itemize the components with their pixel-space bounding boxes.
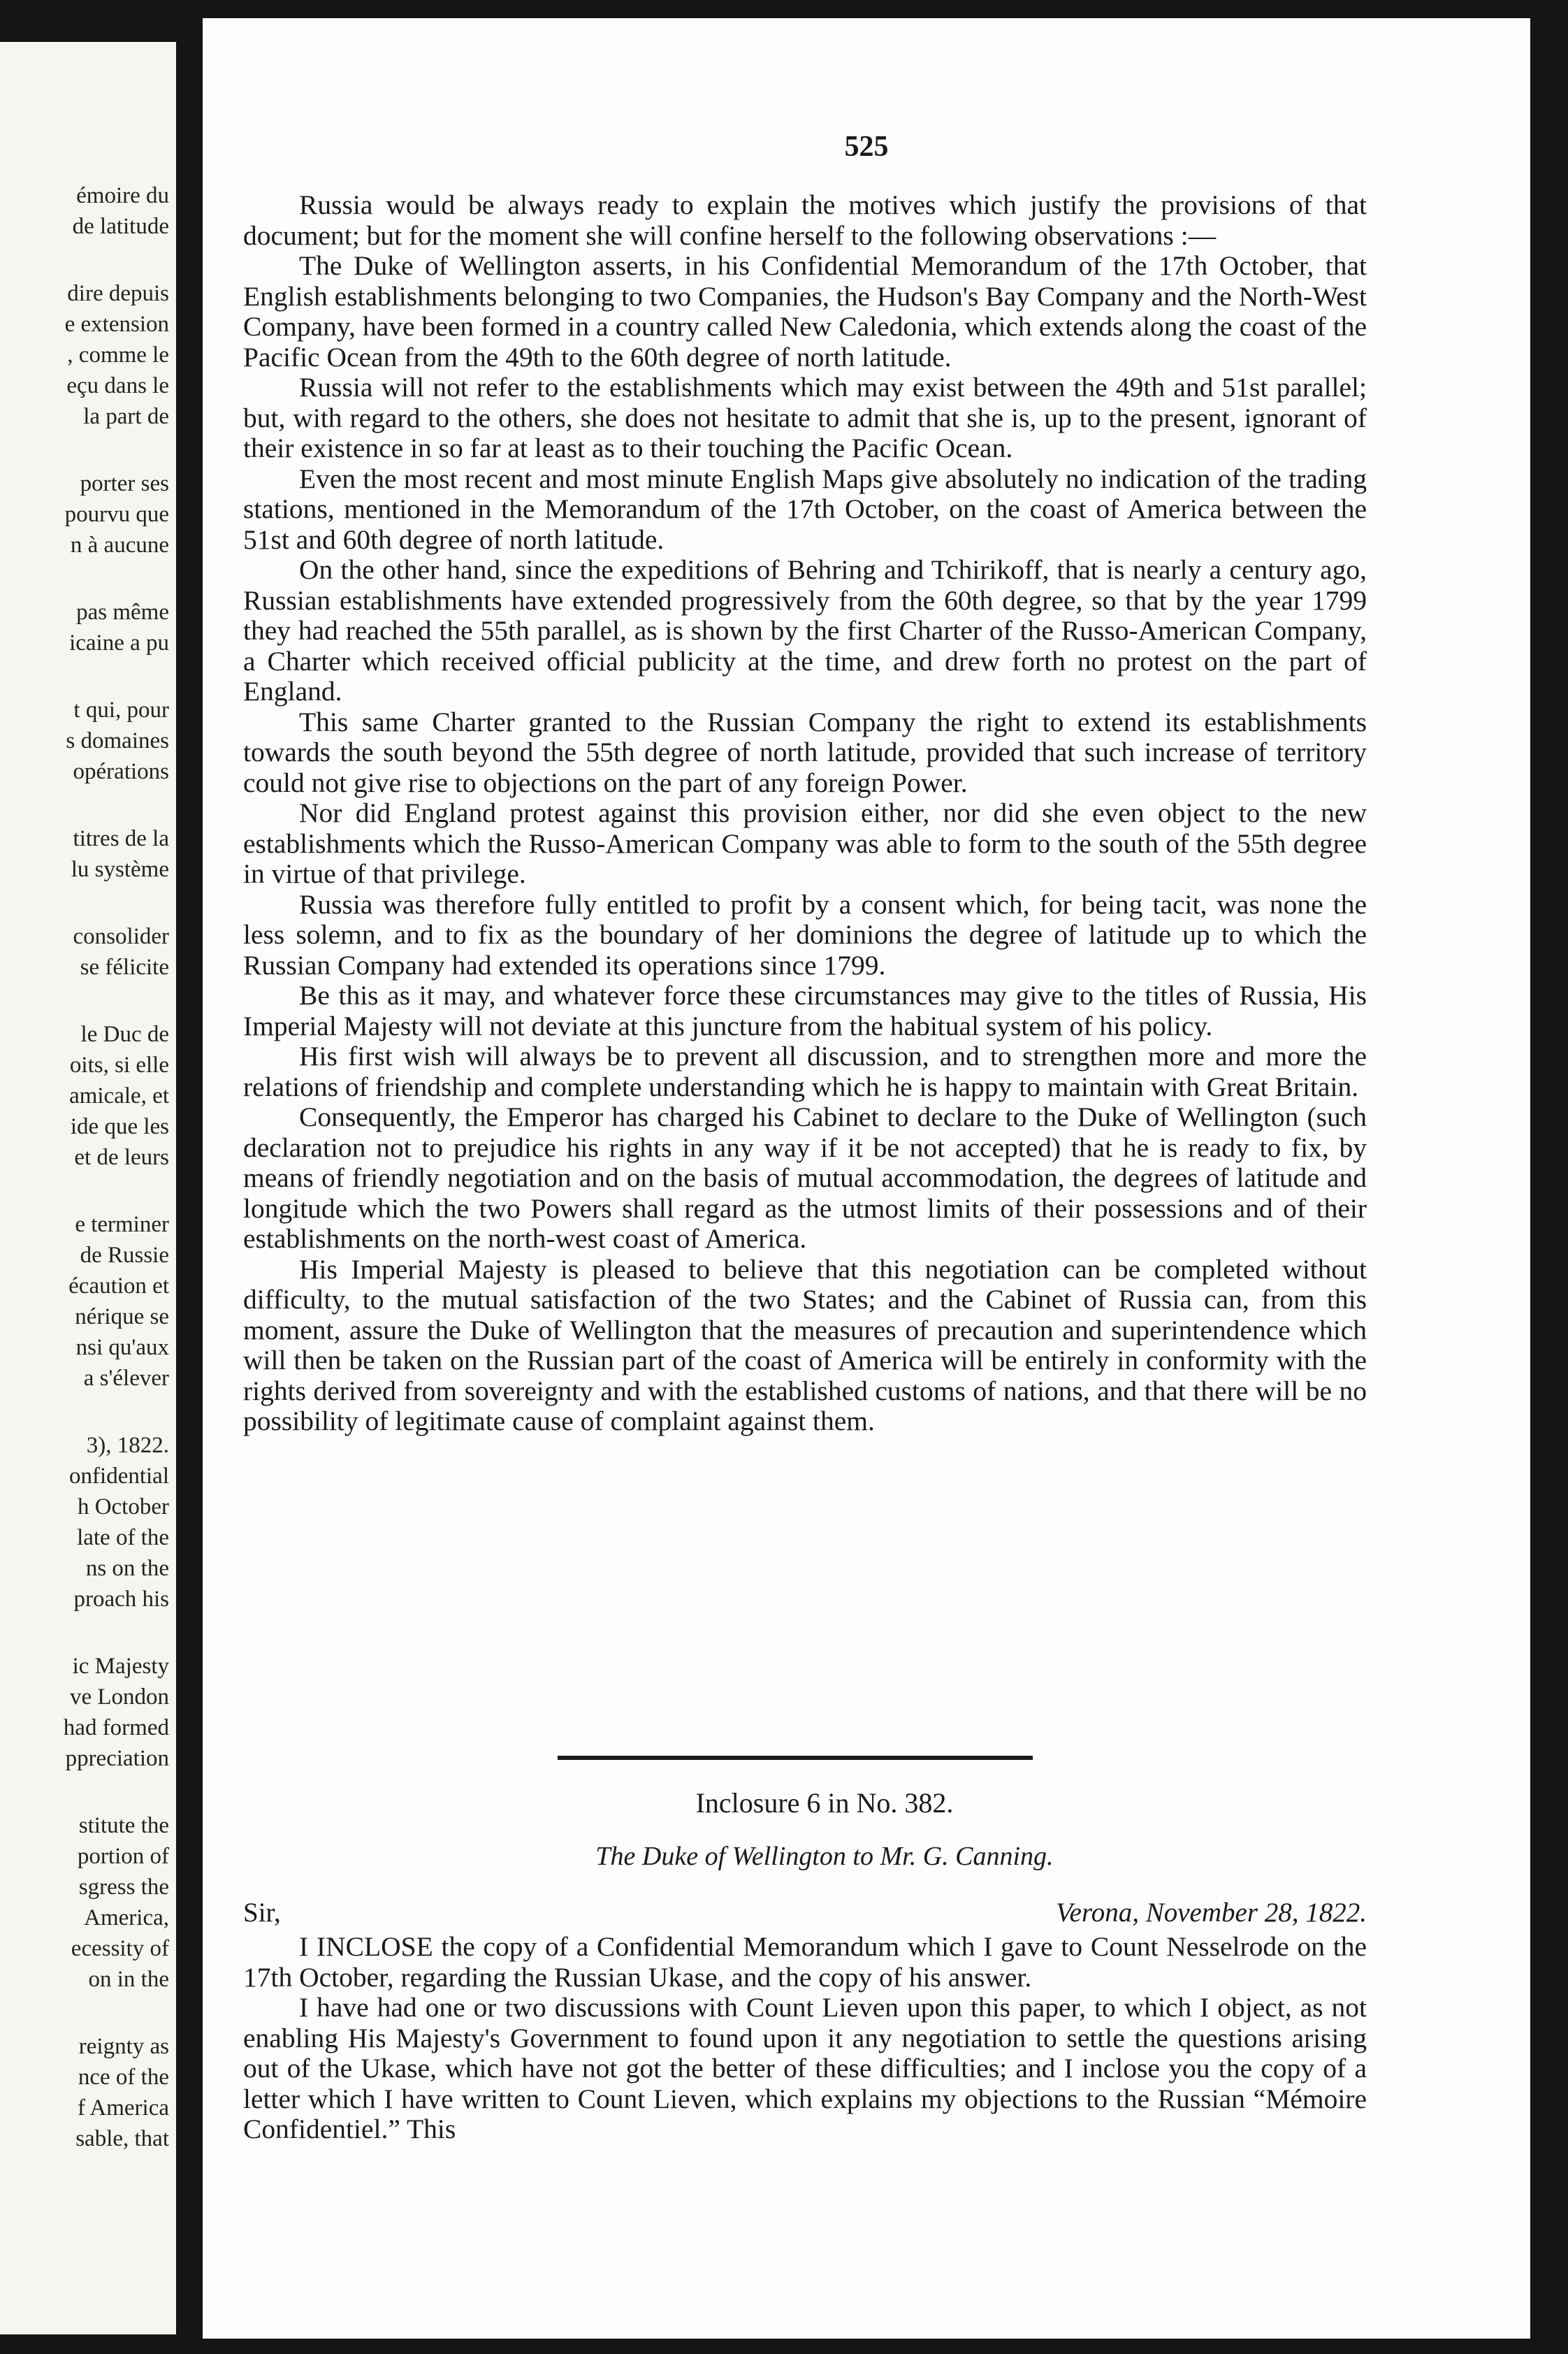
adjacent-page-line: t qui, pour (73, 698, 169, 723)
paragraph: His first wish will always be to prevent all discussion, and to strengthen more and more the relations of friendship and complete understanding which he is happy to maintain with Great Britain. (243, 1041, 1367, 1102)
adjacent-page-line: titres de la (73, 826, 169, 851)
adjacent-page-line: ide que les (70, 1114, 169, 1139)
paragraph: This same Charter granted to the Russian Company the right to extend its establishments towards the south beyond the 55th degree of north latitude, provided that such increase of territory could not give rise to objections on the part of any foreign Power. (243, 706, 1367, 798)
dateline: Verona, November 28, 1822. (1056, 1898, 1367, 1928)
letter-paragraph: I have had one or two discussions with Count Lieven upon this paper, to which I object, as not enabling His Majesty's Government to found upon it any negotiation to settle the questions arising out of the Ukase, which have not got the better of these difficulties; and I inclose you the copy of a letter which I have written to Count Lieven, which explains my objections to the Russian “Mémoire Confidentiel.” This (243, 1992, 1367, 2144)
adjacent-page-line: America, (84, 1905, 169, 1930)
adjacent-page-line: h October (77, 1494, 169, 1519)
adjacent-page-line: émoire du (76, 183, 169, 208)
paragraph: Nor did England protest against this provision either, nor did she even object to the new establishments which the Russo-American Company was able to form to the south of the 55th degree in virtue of that privilege. (243, 797, 1367, 889)
adjacent-page-line: portion of (77, 1844, 169, 1869)
paragraph: Russia will not refer to the establishments which may exist between the 49th and 51st parallel; but, with regard to the others, she does not hesitate to admit that she is, up to the present, ignorant of their existence in so far at least as to their touching the Pacific Ocean. (243, 372, 1367, 463)
section-divider (558, 1756, 1033, 1760)
adjacent-page-line: reignty as (78, 2034, 169, 2059)
adjacent-page-line: e terminer (75, 1212, 169, 1237)
adjacent-page-line: pourvu que (64, 502, 169, 527)
adjacent-page-line: consolider (73, 924, 169, 949)
adjacent-page-line: ppreciation (65, 1746, 169, 1771)
adjacent-page-line: nérique se (75, 1304, 169, 1329)
adjacent-page-line: et de leurs (74, 1145, 169, 1170)
adjacent-page-line: se félicite (80, 955, 169, 980)
paragraph: On the other hand, since the expeditions of Behring and Tchirikoff, that is nearly a century ago, Russian establishments have extended progressively from the 60th degree, so that by the year 1799 they had reached the 55th parallel, as is shown by the first Charter of the Russo-American Company, a Charter which received official publicity at the time, and drew forth no protest on the part of England. (243, 554, 1367, 707)
adjacent-page-line: proach his (73, 1587, 169, 1612)
adjacent-page-line: sable, that (75, 2126, 169, 2151)
paragraph: Russia would be always ready to explain the motives which justify the provisions of that document; but for the moment she will confine herself to the following observations :— (243, 189, 1367, 251)
adjacent-page-line: oits, si elle (69, 1053, 169, 1078)
adjacent-page-line: nsi qu'aux (75, 1335, 169, 1360)
adjacent-page-line: on in the (88, 1967, 169, 1992)
letter-body (243, 1932, 1367, 2145)
adjacent-page-line: f America (77, 2095, 169, 2121)
adjacent-page-line: de latitude (72, 214, 169, 239)
adjacent-page-line: porter ses (80, 471, 169, 496)
paragraph: Russia was therefore fully entitled to profit by a consent which, for being tacit, was none the less solemn, and to fix as the boundary of her dominions the degree of latitude up to which the Russian Company had extended its operations since 1799. (243, 888, 1367, 981)
adjacent-page-line: nce of the (78, 2065, 169, 2090)
paragraph: His Imperial Majesty is pleased to believe that this negotiation can be completed without difficulty, to the mutual satisfaction of the two States; and the Cabinet of Russia can, from this moment, assure the Duke of Wellington that the measures of precaution and superintendence which will then be taken on the Russian part of the coast of America will be entirely in conformity with the rights derived from sovereignty and with the established customs of nations, and that there will be no possibility of legitimate cause of complaint against them. (243, 1253, 1367, 1436)
paragraph: Be this as it may, and whatever force these circumstances may give to the titles of Russia, His Imperial Majesty will not deviate at this juncture from the habitual system of his policy. (243, 980, 1367, 1041)
adjacent-page-line: sgress the (78, 1875, 169, 1900)
adjacent-page-line: ic Majesty (72, 1654, 169, 1679)
adjacent-page-line: n à aucune (70, 533, 169, 558)
adjacent-page-line: stitute the (78, 1813, 169, 1838)
adjacent-page-line: late of the (77, 1525, 169, 1550)
paragraph: Even the most recent and most minute English Maps give absolutely no indication of the trading stations, mentioned in the Memorandum of the 17th October, on the coast of America between the 51st and 60th degree of north latitude. (243, 463, 1367, 555)
salutation-row (243, 1897, 1367, 1932)
page-number: 525 (844, 131, 889, 163)
adjacent-page-line: onfidential (69, 1464, 169, 1489)
adjacent-page-line: opérations (73, 759, 169, 784)
letter-subtitle: The Duke of Wellington to Mr. G. Canning. (595, 1842, 1054, 1871)
adjacent-page-line: amicale, et (69, 1083, 169, 1109)
adjacent-page-line: lu système (71, 857, 169, 882)
enclosure-title: Inclosure 6 in No. 382. (695, 1787, 954, 1819)
adjacent-page-line: a s'élever (83, 1366, 169, 1391)
adjacent-page-line: ns on the (85, 1556, 169, 1581)
adjacent-page-line: , comme le (67, 342, 169, 368)
adjacent-page-line: e extension (64, 312, 169, 337)
adjacent-page-line: de Russie (80, 1243, 169, 1268)
adjacent-page-line: ecessity of (71, 1936, 169, 1961)
memorandum-body (243, 190, 1367, 1437)
adjacent-page-line: icaine a pu (69, 630, 169, 656)
adjacent-page-line: ve London (69, 1684, 169, 1710)
adjacent-page-line: eçu dans le (66, 373, 169, 398)
adjacent-page-line: écaution et (68, 1273, 169, 1299)
letter-paragraph: I INCLOSE the copy of a Confidential Memorandum which I gave to Count Nesselrode on the 17th October, regarding the Russian Ukase, and the copy of his answer. (243, 1931, 1367, 1993)
adjacent-page-line: pas même (76, 600, 169, 625)
paragraph: The Duke of Wellington asserts, in his Confidential Memorandum of the 17th October, that English establishments belonging to two Companies, the Hudson's Bay Company and the North-West Company, have been formed in a country called New Caledonia, which extends along the coast of the Pacific Ocean from the 49th to the 60th degree of north latitude. (243, 250, 1367, 373)
adjacent-page-line: s domaines (66, 728, 169, 753)
paragraph: Consequently, the Emperor has charged his Cabinet to declare to the Duke of Wellington (such declaration not to prejudice his rights in any way if it be not accepted) that he is ready to fix, by means of friendly negotiation and on the basis of mutual accommodation, the degrees of latitude and longitude which the two Powers shall regard as the utmost limits of their possessions and of their establishments on the north-west coast of America. (243, 1102, 1367, 1254)
adjacent-page-strip (0, 42, 176, 2334)
adjacent-page-line: had formed (63, 1715, 169, 1740)
adjacent-page-line: 3), 1822. (86, 1433, 169, 1458)
adjacent-page-line: dire depuis (67, 281, 169, 306)
adjacent-page-line: le Duc de (80, 1022, 169, 1047)
adjacent-page-line: la part de (83, 404, 169, 429)
salutation: Sir, (243, 1898, 281, 1928)
document-page (203, 18, 1530, 2339)
